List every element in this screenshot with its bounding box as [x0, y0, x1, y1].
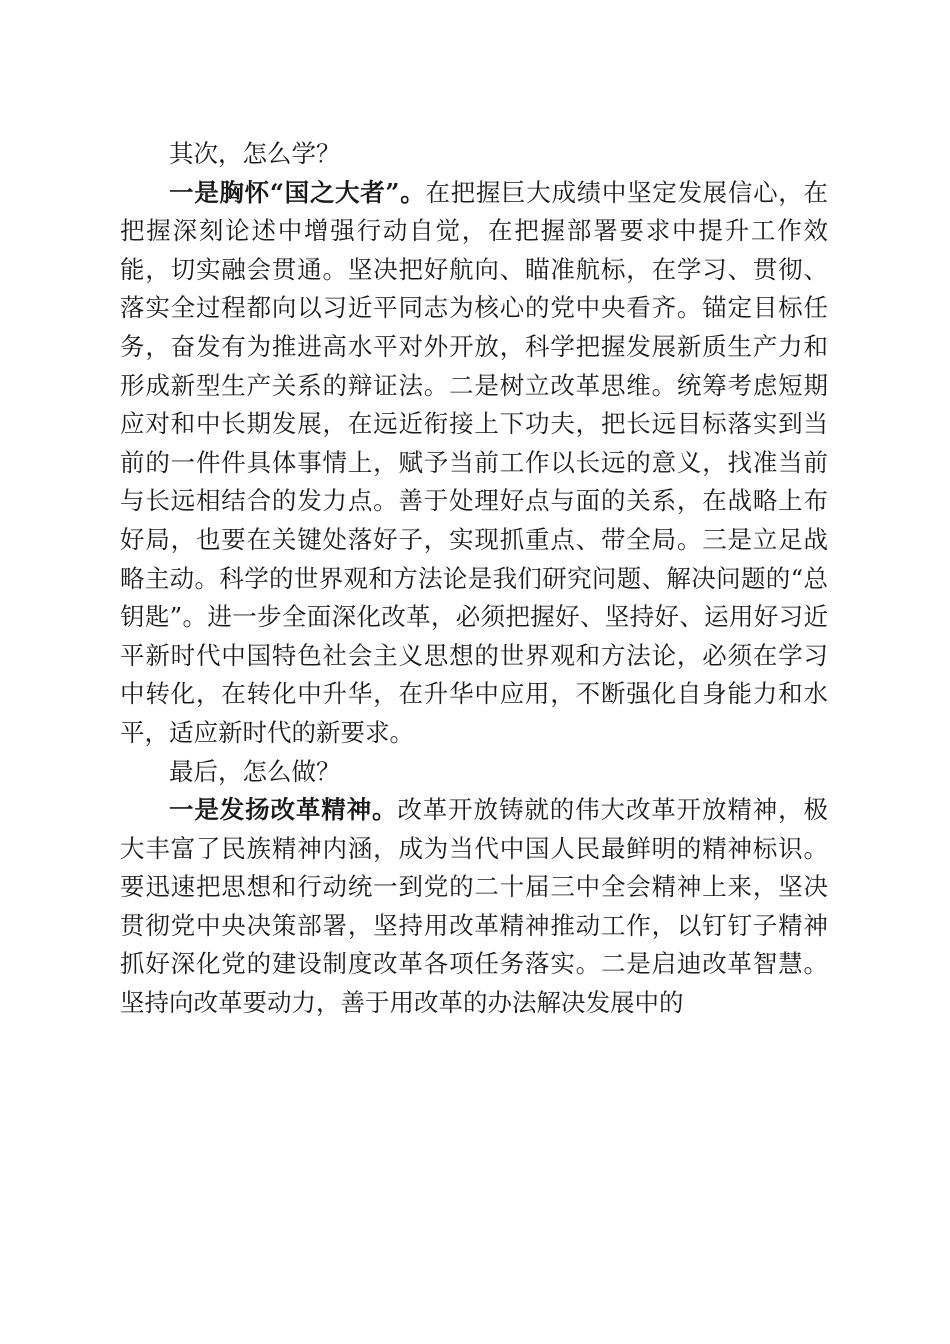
section-heading-how-to-learn: 其次，怎么学？ [169, 139, 341, 168]
section-heading-how-to-do: 最后，怎么做？ [169, 756, 341, 786]
document-body [120, 135, 828, 1023]
paragraph-body-1: 在把握巨大成绩中坚定发展信心，在把握深刻论述中增强行动自觉，在把握部署要求中提升工作效能，切实融会贯通。坚决把好航向、瞄准航标，在学习、贯彻、落实全过程都向以习近平同志为核心的党中央看齐。锚定目标任务，奋发有为推进高水平对外开放，科学把握发展新质生产力和形成新型生产关系的辩证法。二是树立改革思维。统筹考虑短期应对和中长期发展，在远近衔接上下功夫，把长远目标落实到当前的一件件具体事情上，赋予当前工作以长远的意义，找准当前与长远相结合的发力点。善于处理好点与面的关系，在战略上布好局，也要在关键处落好子，实现抓重点、带全局。三是立足战略主动。科学的世界观和方法论是我们研究问题、解决问题的“总钥匙”。进一步全面深化改革，必须把握好、坚持好、运用好习近平新时代中国特色社会主义思想的世界观和方法论，必须在学习中转化，在转化中升华，在升华中应用，不断强化自身能力和水平，适应新时代的新要求。 [120, 177, 829, 747]
paragraph-lead-1: 一是胸怀“国之大者”。 [169, 177, 426, 207]
paragraph-body-2: 改革开放铸就的伟大改革开放精神，极大丰富了民族精神内涵，成为当代中国人民最鲜明的精神标识。要迅速把思想和行动统一到党的二十届三中全会精神上来，坚决贯彻党中央决策部署，坚持用改革精神推动工作，以钉钉子精神抓好深化党的建设制度改革各项任务落实。二是启迪改革智慧。坚持向改革要动力，善于用改革的办法解决发展中的 [120, 795, 829, 1018]
paragraph-lead-2: 一是发扬改革精神。 [169, 795, 398, 825]
paragraph-how-to-do [120, 791, 828, 1023]
paragraph-how-to-learn [120, 174, 828, 753]
